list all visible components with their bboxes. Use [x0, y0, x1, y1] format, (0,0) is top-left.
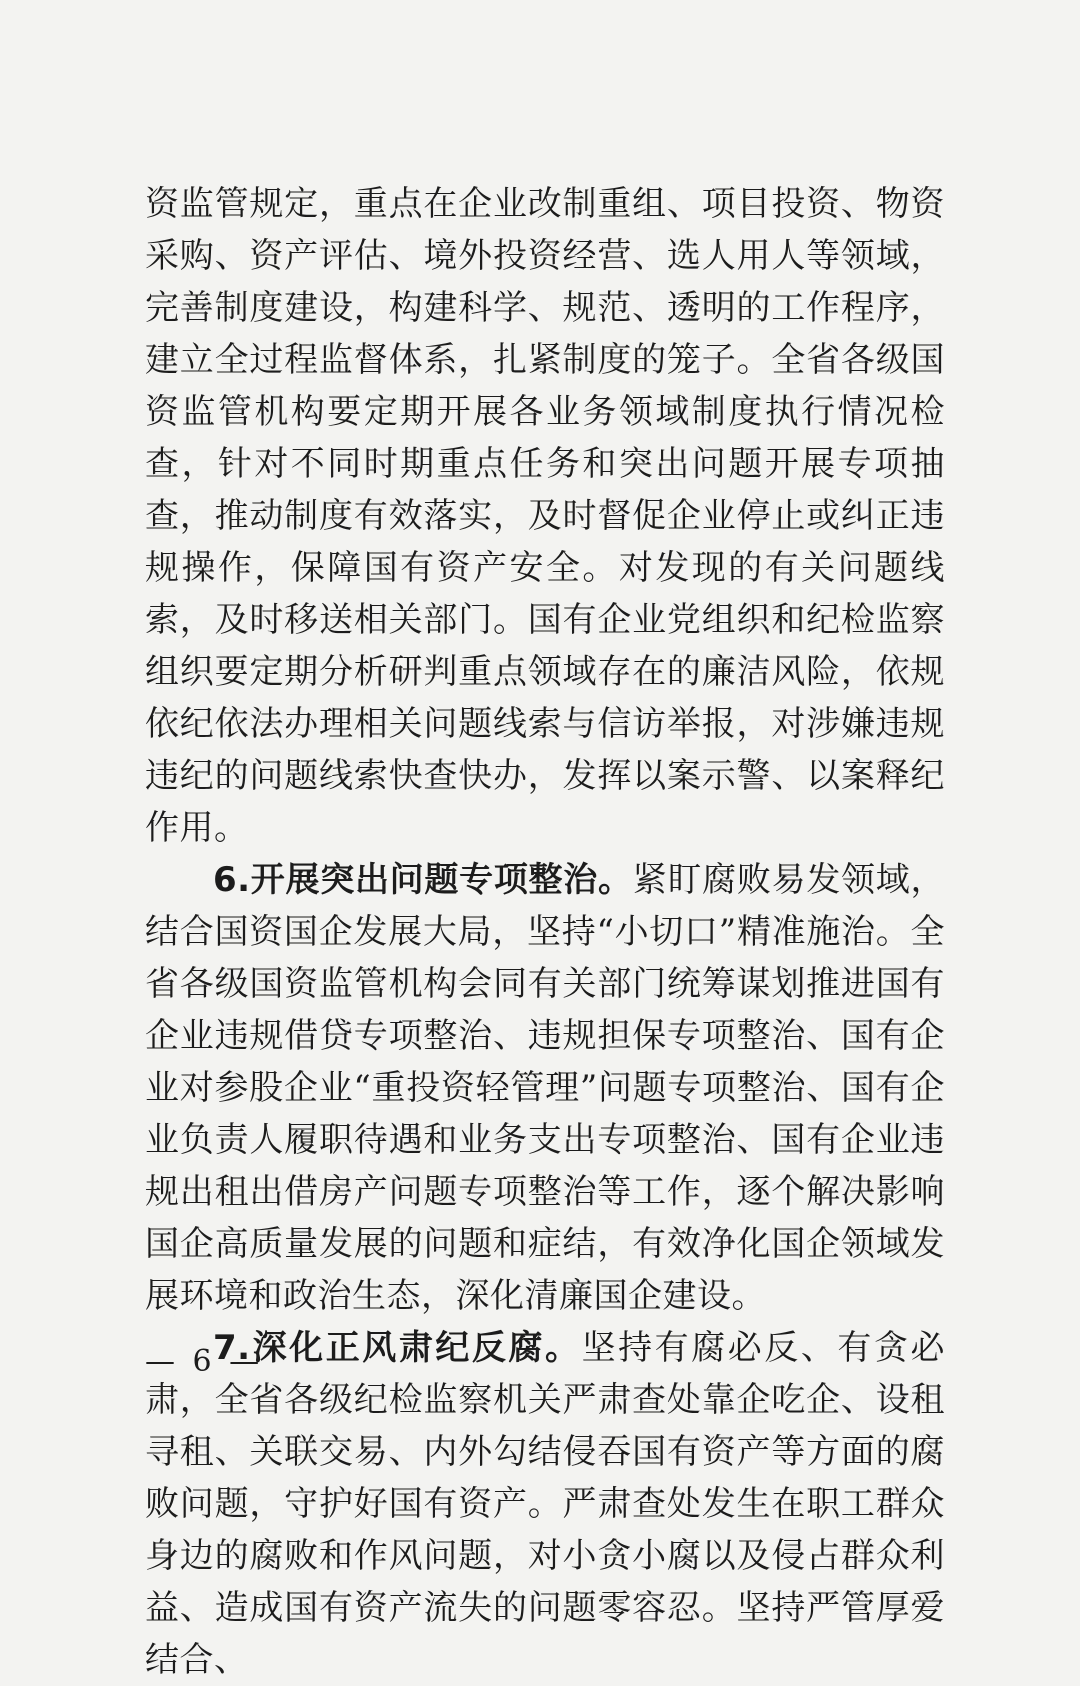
paragraph-text: 资监管规定，重点在企业改制重组、项目投资、物资采购、资产评估、境外投资经营、选人用人等领域，完善制度建设，构建科学、规范、透明的工作程序，建立全过程监督体系，扎紧制度的笼子。全省各级国资监管机构要定期开展各业务领域制度执行情况检查，针对不同时期重点任务和突出问题开展专项抽查，推动制度有效落实，及时督促企业停止或纠正违规操作，保障国有资产安全。对发现的有关问题线索，及时移送相关部门。国有企业党组织和纪检监察组织要定期分析研判重点领域存在的廉洁风险，依规依纪依法办理相关问题线索与信访举报，对涉嫌违规违纪的问题线索快查快办，发挥以案示警、以案释纪作用。 — [145, 184, 945, 848]
paragraph-item-6 — [145, 854, 945, 1322]
paragraph-heading: 6.开展突出问题专项整治。 — [213, 860, 633, 900]
paragraph-continued — [145, 178, 945, 854]
paragraph-heading: 7.深化正风肃纪反腐。 — [213, 1328, 582, 1368]
paragraph-text: 紧盯腐败易发领域，结合国资国企发展大局，坚持“小切口”精准施治。全省各级国资监管机构会同有关部门统筹谋划推进国有企业违规借贷专项整治、违规担保专项整治、国有企业对参股企业“重投资轻管理”问题专项整治、国有企业负责人履职待遇和业务支出专项整治、国有企业违规出租出借房产问题专项整治等工作，逐个解决影响国企高质量发展的问题和症结，有效净化国企领域发展环境和政治生态，深化清廉国企建设。 — [145, 860, 946, 1316]
document-body — [145, 178, 945, 1686]
paragraph-text: 坚持有腐必反、有贪必肃，全省各级纪检监察机关严肃查处靠企吃企、设租寻租、关联交易、内外勾结侵吞国有资产等方面的腐败问题，守护好国有资产。严肃查处发生在职工群众身边的腐败和作风问题，对小贪小腐以及侵占群众利益、造成国有资产流失的问题零容忍。坚持严管厚爱结合、 — [145, 1328, 945, 1680]
page-number: — 6 — — [145, 1344, 264, 1379]
paragraph-item-7 — [145, 1322, 945, 1686]
